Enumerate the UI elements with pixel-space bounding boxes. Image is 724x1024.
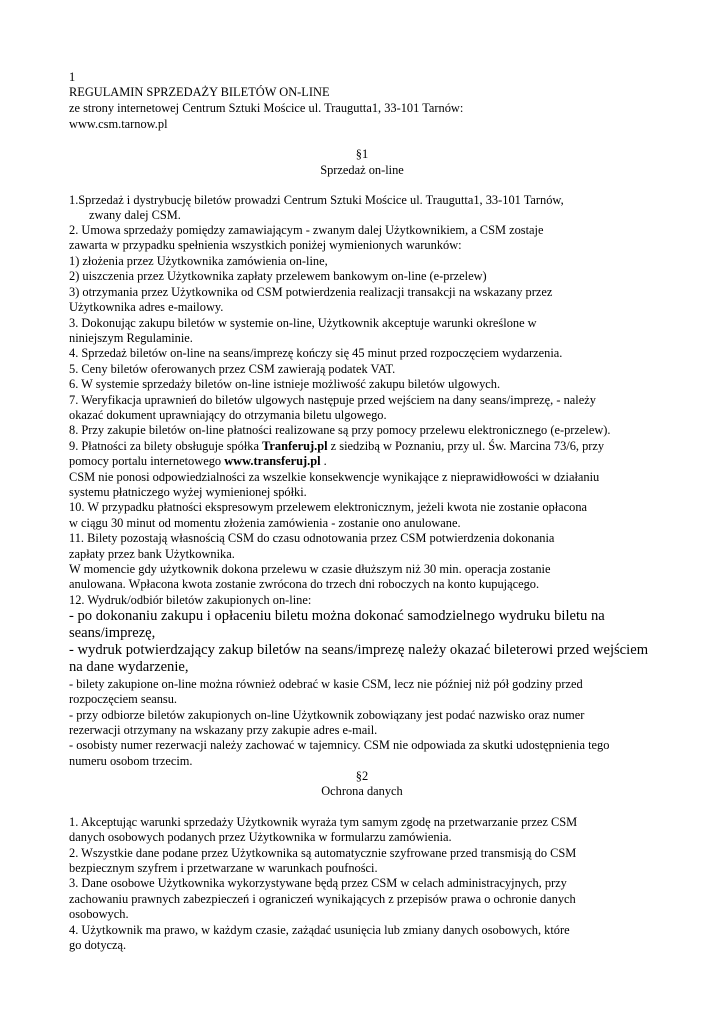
paragraph-line: 4. Sprzedaż biletów on-line na seans/imprezę kończy się 45 minut przed rozpoczęciem wydarzenia. — [69, 346, 563, 360]
paragraph-line: rozpoczęciem seansu. — [69, 692, 178, 706]
paragraph-line: 5. Ceny biletów oferowanych przez CSM zawierają podatek VAT. — [69, 362, 396, 376]
paragraph-line: 10. W przypadku płatności ekspresowym przelewem elektronicznym, jeżeli kwota nie zostanie opłacona — [69, 500, 588, 514]
emphasis-line: na dane wydarzenie, — [69, 659, 189, 675]
paragraph-line: 1) złożenia przez Użytkownika zamówienia on-line, — [69, 254, 328, 268]
paragraph-line: 1.Sprzedaż i dystrybucję biletów prowadzi Centrum Sztuki Mościce ul. Traugutta1, 33-101 Tarnów, — [69, 193, 564, 207]
paragraph-line: 11. Bilety pozostają własnością CSM do czasu odnotowania przez CSM potwierdzenia dokonania — [69, 531, 555, 545]
section2-title: Ochrona danych — [321, 784, 403, 798]
page-number: 1 — [69, 70, 76, 84]
paragraph-line: w ciągu 30 minut od momentu złożenia zamówienia - zostanie ono anulowane. — [69, 516, 461, 530]
paragraph-line: 12. Wydruk/odbiór biletów zakupionych on-line: — [69, 593, 312, 607]
emphasis-line: - wydruk potwierdzający zakup biletów na seans/imprezę należy okazać bileterowi przed wejściem — [69, 642, 649, 658]
paragraph-line: zawarta w przypadku spełnienia wszystkich poniżej wymienionych warunków: — [69, 238, 462, 252]
emphasis-line: seans/imprezę, — [69, 625, 156, 641]
paragraph-line: osobowych. — [69, 907, 129, 921]
paragraph-line: okazać dokument uprawniający do otrzymania biletu ulgowego. — [69, 408, 387, 422]
paragraph-line: 2. Umowa sprzedaży pomiędzy zamawiającym - zwanym dalej Użytkownikiem, a CSM zostaje — [69, 223, 544, 237]
paragraph-line: 3. Dane osobowe Użytkownika wykorzystywane będą przez CSM w celach administracyjnych, przy — [69, 876, 567, 890]
paragraph-line: 3) otrzymania przez Użytkownika od CSM potwierdzenia realizacji transakcji na wskazany przez — [69, 285, 553, 299]
paragraph-line: rezerwacji otrzymany na wskazany przy zakupie adres e-mail. — [69, 723, 378, 737]
payment-company: Tranferuj.pl — [262, 439, 328, 453]
paragraph-line: systemu płatniczego wyżej wymienionej spółki. — [69, 485, 307, 499]
paragraph-line: numeru osobom trzecim. — [69, 754, 193, 768]
emphasis-line: - po dokonaniu zakupu i opłaceniu biletu można dokonać samodzielnego wydruku biletu na — [69, 608, 605, 624]
paragraph-line: zapłaty przez bank Użytkownika. — [69, 547, 235, 561]
paragraph-line: - osobisty numer rezerwacji należy zachować w tajemnicy. CSM nie odpowiada za skutki udostępnienia tego — [69, 738, 610, 752]
paragraph-line: go dotyczą. — [69, 938, 127, 952]
paragraph-line: 8. Przy zakupie biletów on-line płatności realizowane są przy pomocy przelewu elektronicznego (e-przelew). — [69, 423, 611, 437]
section2-number: §2 — [355, 769, 369, 783]
paragraph-line: niniejszym Regulaminie. — [69, 331, 193, 345]
paragraph-line: anulowana. Wpłacona kwota zostanie zwrócona do trzech dni roboczych na konto kupującego. — [69, 577, 540, 591]
document-title: REGULAMIN SPRZEDAŻY BILETÓW ON-LINE — [69, 85, 330, 99]
payment-paragraph-cont: pomocy portalu internetowego www.transferuj.pl . — [69, 454, 327, 468]
paragraph-line: W momencie gdy użytkownik dokona przelewu w czasie dłuższym niż 30 min. operacja zostanie — [69, 562, 551, 576]
paragraph-line: zwany dalej CSM. — [89, 208, 181, 222]
section1-number: §1 — [355, 147, 369, 161]
paragraph-line: 2) uiszczenia przez Użytkownika zapłaty przelewem bankowym on-line (e-przelew) — [69, 269, 487, 283]
paragraph-line: - przy odbiorze biletów zakupionych on-line Użytkownik zobowiązany jest podać nazwisko oraz numer — [69, 708, 585, 722]
payment-site-link[interactable]: www.transferuj.pl — [224, 454, 321, 468]
document-url: www.csm.tarnow.pl — [69, 117, 168, 131]
paragraph-line: danych osobowych podanych przez Użytkownika w formularzu zamówienia. — [69, 830, 452, 844]
paragraph-line: 6. W systemie sprzedaży biletów on-line istnieje możliwość zakupu biletów ulgowych. — [69, 377, 501, 391]
document-subtitle: ze strony internetowej Centrum Sztuki Mościce ul. Traugutta1, 33-101 Tarnów: — [69, 101, 464, 115]
paragraph-line: 2. Wszystkie dane podane przez Użytkownika są automatycznie szyfrowane przed transmisją do CSM — [69, 846, 577, 860]
paragraph-line: 4. Użytkownik ma prawo, w każdym czasie, zażądać usunięcia lub zmiany danych osobowych, które — [69, 923, 570, 937]
paragraph-line: bezpiecznym szyfrem i przetwarzane w warunkach poufności. — [69, 861, 378, 875]
section1-title: Sprzedaż on-line — [320, 163, 404, 177]
payment-paragraph: 9. Płatności za bilety obsługuje spółka Tranferuj.pl z siedzibą w Poznaniu, przy ul. Św. Marcina 73/6, przy — [69, 439, 605, 453]
paragraph-line: 3. Dokonując zakupu biletów w systemie on-line, Użytkownik akceptuje warunki określone w — [69, 316, 537, 330]
paragraph-line: 1. Akceptując warunki sprzedaży Użytkownik wyraża tym samym zgodę na przetwarzanie przez CSM — [69, 815, 578, 829]
paragraph-line: CSM nie ponosi odpowiedzialności za wszelkie konsekwencje wynikające z nieprawidłowości w działaniu — [69, 470, 600, 484]
paragraph-line: zachowaniu prawnych zabezpieczeń i ograniczeń wynikających z przepisów prawa o ochronie danych — [69, 892, 576, 906]
paragraph-line: - bilety zakupione on-line można również odebrać w kasie CSM, lecz nie później niż pół godziny przed — [69, 677, 583, 691]
paragraph-line: Użytkownika adres e-mailowy. — [69, 300, 224, 314]
paragraph-line: 7. Weryfikacja uprawnień do biletów ulgowych następuje przed wejściem na dany seans/imprezę, - należy — [69, 393, 596, 407]
